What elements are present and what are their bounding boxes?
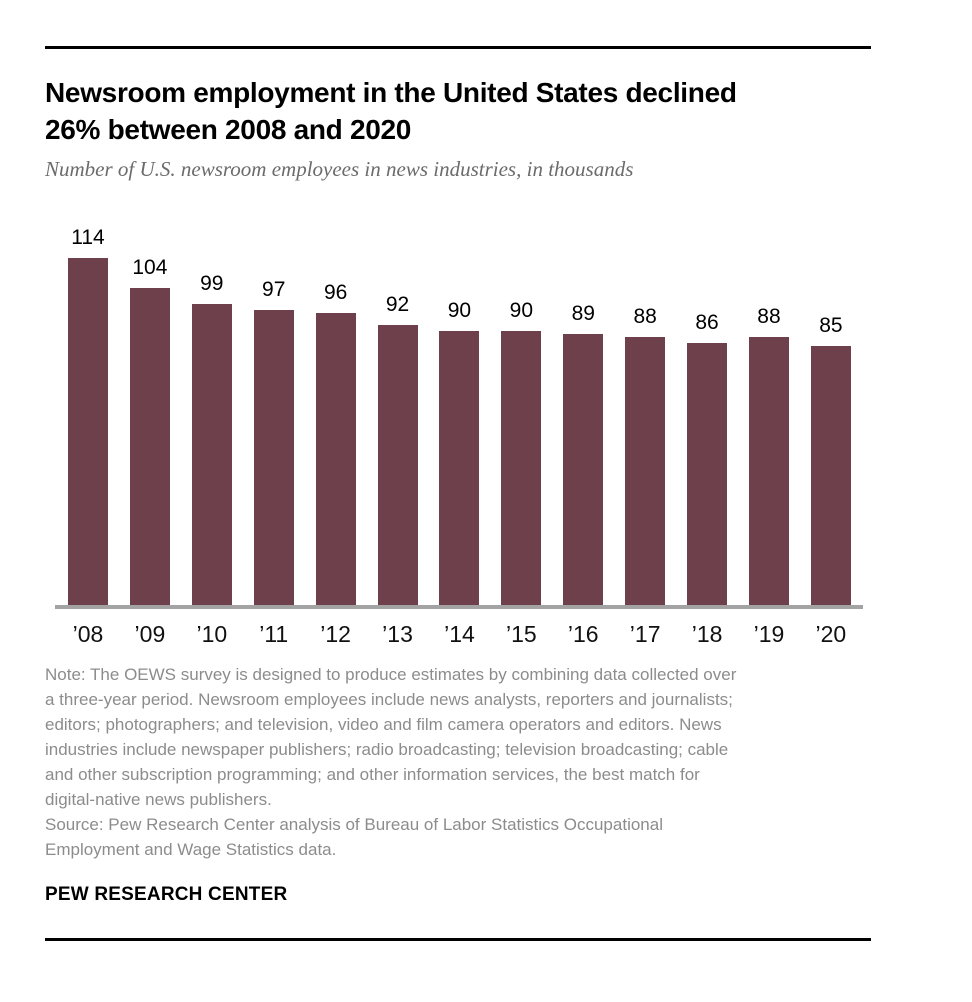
bar — [254, 310, 294, 605]
bar-value-label: 114 — [71, 226, 105, 249]
x-axis-tick-label: ’17 — [629, 621, 661, 647]
x-axis-tick-label: ’11 — [259, 621, 289, 647]
bar-value-label: 88 — [633, 305, 657, 328]
bar-chart — [45, 222, 871, 648]
x-axis-tick-label: ’12 — [320, 621, 351, 647]
bar-cell — [192, 272, 232, 605]
bar-value-label: 85 — [819, 314, 843, 337]
x-axis-tick-label: ’20 — [815, 621, 847, 647]
bars-row — [68, 222, 851, 605]
bar-cell — [130, 256, 170, 605]
bar-value-label: 89 — [571, 302, 595, 325]
bar-cell — [439, 299, 479, 605]
bar — [378, 325, 418, 605]
bar — [625, 337, 665, 605]
x-axis-line — [55, 605, 863, 609]
bar-cell — [563, 302, 603, 605]
note-text: Note: The OEWS survey is designed to produce estimates by combining data collected over — [45, 665, 737, 684]
bar-cell — [625, 305, 665, 605]
pew-research-center-wordmark: PEW RESEARCH CENTER — [45, 884, 288, 905]
x-axis-tick-label: ’16 — [567, 621, 599, 647]
bar-value-label: 90 — [509, 299, 534, 322]
bar-value-label: 88 — [757, 305, 781, 328]
bar — [130, 288, 170, 605]
report-page — [0, 46, 972, 1002]
chart-footnotes — [45, 662, 871, 862]
chart-subtitle: Number of U.S. newsroom employees in news industries, in thousands — [45, 157, 634, 181]
bar — [749, 337, 789, 605]
bar — [811, 346, 851, 605]
x-axis-tick-label: ’13 — [382, 621, 413, 647]
x-axis-tick-label: ’15 — [505, 621, 537, 647]
bottom-rule — [45, 938, 871, 941]
bar-value-label: 96 — [323, 281, 348, 304]
bar-value-label: 86 — [695, 311, 719, 334]
note-text: a three-year period. Newsroom employees include news analysts, reporters and journalists; — [45, 690, 733, 709]
bar-value-label: 90 — [447, 299, 472, 322]
bar-cell — [316, 281, 356, 605]
x-axis-tick-label: ’10 — [196, 621, 228, 647]
bar-cell — [378, 293, 418, 605]
bar-value-label: 92 — [385, 293, 410, 316]
source-text: Source: Pew Research Center analysis of Bureau of Labor Statistics Occupational — [45, 815, 663, 834]
bar-value-label: 97 — [262, 278, 286, 301]
x-axis-labels — [68, 621, 851, 648]
source-text: Employment and Wage Statistics data. — [45, 840, 337, 859]
note-text: and other subscription programming; and other information services, the best match for — [45, 765, 700, 784]
note-text: editors; photographers; and television, video and film camera operators and editors. News — [45, 715, 722, 734]
bar-cell — [501, 299, 541, 605]
bar-cell — [68, 226, 108, 605]
x-axis-tick-label: ’09 — [134, 621, 166, 647]
chart-title-line-1: Newsroom employment in the United States declined — [45, 77, 737, 108]
x-axis-tick-label: ’18 — [691, 621, 723, 647]
bar — [687, 343, 727, 605]
bar-cell — [811, 314, 851, 605]
note-text: industries include newspaper publishers; radio broadcasting; television broadcasting; cable — [45, 740, 729, 759]
x-axis-tick-label: ’14 — [444, 621, 475, 647]
x-axis-tick-label: ’08 — [72, 621, 104, 647]
bar-value-label: 99 — [200, 272, 224, 295]
bar — [68, 258, 108, 605]
bar — [563, 334, 603, 605]
top-rule — [45, 46, 871, 49]
bar — [316, 313, 356, 605]
bar — [501, 331, 541, 605]
chart-header — [45, 74, 871, 182]
bar-cell — [254, 278, 294, 605]
bar-cell — [749, 305, 789, 605]
note-text: digital-native news publishers. — [45, 790, 272, 809]
x-axis-tick-label: ’19 — [753, 621, 785, 647]
bar — [192, 304, 232, 605]
bar-cell — [687, 311, 727, 605]
bar-value-label: 104 — [132, 256, 168, 279]
bar — [439, 331, 479, 605]
chart-title-line-2: 26% between 2008 and 2020 — [45, 114, 412, 145]
